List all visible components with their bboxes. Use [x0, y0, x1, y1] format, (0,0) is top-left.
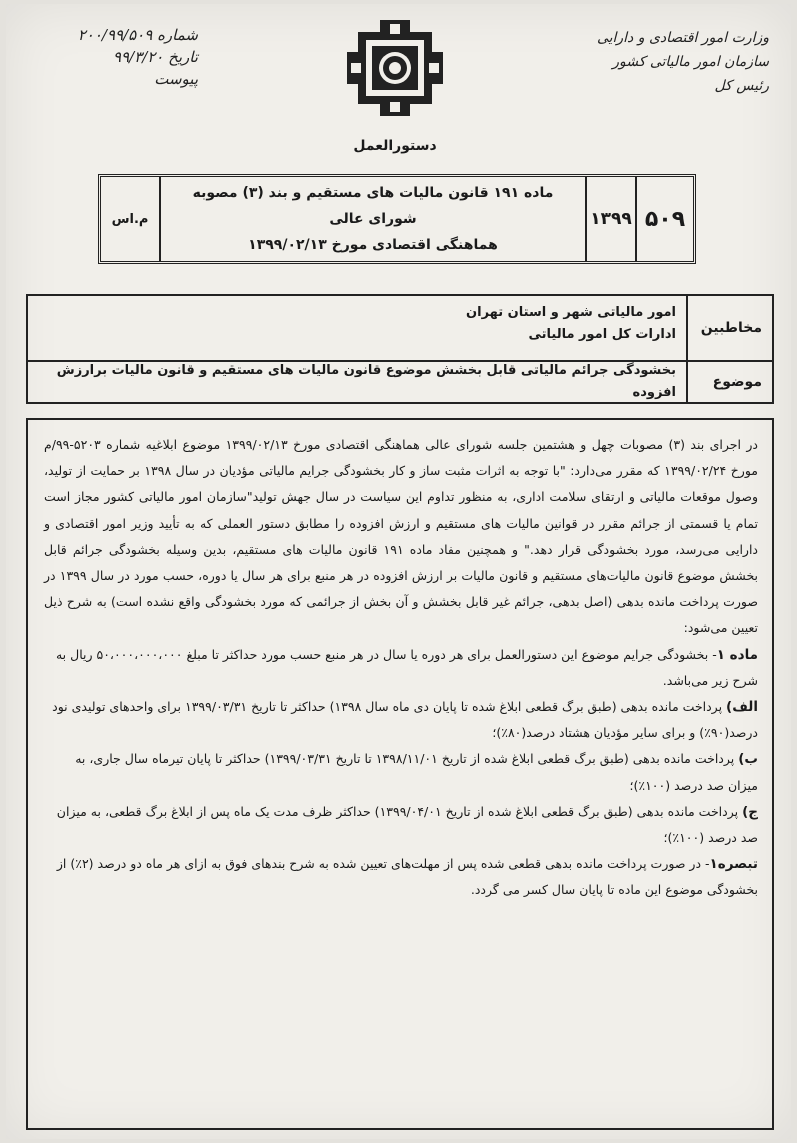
emblem-logo: [344, 18, 446, 118]
instruction-title: ماده ۱۹۱ قانون مالیات های مستقیم و بند (۳) مصوبه شورای عالی هماهنگی اقتصادی مورخ ۱۳۹۹/۰۲/۱۳: [159, 177, 585, 261]
instruction-number: ۵۰۹: [635, 177, 693, 261]
letter-attachment: پیوست: [154, 70, 198, 88]
organization-name: سازمان امور مالیاتی کشور: [612, 54, 769, 70]
letterhead-org: [559, 26, 769, 98]
clause-alef: الف) پرداخت مانده بدهی (طبق برگ قطعی ابلاغ شده تا پایان دی ماه سال ۱۳۹۸) حداکثر تا تاریخ ۱۳۹۹/۰۳/۳۱ برای واحدهای تولیدی نود درصد(۹۰٪) و برای سایر مؤدیان هشتاد درصد(۸۰٪)؛: [52, 699, 758, 741]
letter-meta: [28, 24, 198, 90]
recipients-label: مخاطبین: [686, 296, 772, 360]
subject-row: [28, 362, 772, 402]
intro-paragraph: در اجرای بند (۳) مصوبات چهل و هشتمین جلسه شورای عالی هماهنگی اقتصادی مورخ ۱۳۹۹/۰۲/۱۳ موضوع ابلاغیه شماره ۵۲۰۳-۹۹/م مورخ ۱۳۹۹/۰۲/۲۴ که مقرر می‌دارد: "با توجه به اثرات مثبت ساز و کار بخشودگی جرایم مالیاتی مؤدیان در سال ۱۳۹۸ بر حمایت از تولید، وصول موقعات مالیاتی و ارتقای سلامت اداری، به منظور تداوم این سیاست در سال جهش تولید"سازمان امور مالیاتی کشور مجاز است تمام یا قسمتی از جرائم مقرر در قوانین مالیات های مستقیم و ارزش افزوده را مطابق دستور العملی که به تأیید وزیر امور اقتصادی و دارایی می‌رسد، مورد بخشودگی قرار دهد." و همچنین مفاد ماده ۱۹۱ قانون مالیات های مستقیم، بدین وسیله بخشودگی جرائم قابل بخشش موضوع قانون مالیات‌های مستقیم و قانون مالیات بر ارزش افزوده در هر منبع برای هر سال یا دوره، حسب مورد در سال ۱۳۹۹ در صورت پرداخت مانده بدهی (اصل بدهی، جرائم غیر قابل بخشش و آن بخش از جرائمی که مورد بخشودگی واقع نشده است) به شرح ذیل تعیین می‌شود:: [44, 437, 758, 636]
instruction-year: ۱۳۹۹: [585, 177, 635, 261]
letter-number: شماره ۲۰۰/۹۹/۵۰۹: [77, 26, 198, 44]
letter-date: تاریخ ۹۹/۳/۲۰: [112, 48, 198, 66]
head-title: رئیس کل: [714, 78, 769, 94]
ministry-name: وزارت امور اقتصادی و دارایی: [596, 30, 769, 46]
doc-type-label: دستورالعمل: [353, 138, 437, 154]
note-1: تبصره۱- در صورت پرداخت مانده بدهی قطعی شده پس از مهلت‌های تعیین شده به شرح بندهای فوق به ازای هر ماه دو درصد (۲٪) از بخشودگی موضوع این ماده تا پایان سال کسر می گردد.: [56, 856, 758, 898]
document-page: [6, 4, 791, 1139]
title-table: [98, 174, 696, 264]
info-table: [26, 294, 774, 404]
instruction-code: م.اس: [111, 211, 149, 227]
subject-value: بخشودگی جرائم مالیاتی قابل بخشش موضوع قانون مالیات های مستقیم و قانون مالیات برارزش افزوده: [56, 363, 676, 400]
recipients-row: [28, 296, 772, 362]
recipients-value: امور مالیاتی شهر و استان تهران ادارات کل امور مالیاتی: [466, 305, 676, 342]
article-1: ماده ۱- بخشودگی جرایم موضوع این دستورالعمل برای هر دوره یا سال در هر منبع حسب مورد حداکثر تا مبلغ ۵۰،۰۰۰،۰۰۰،۰۰۰ ریال به شرح زیر می‌باشد.: [55, 646, 758, 688]
body-text: [26, 418, 774, 1130]
subject-label: موضوع: [686, 362, 772, 402]
clause-jim: ج) پرداخت مانده بدهی (طبق برگ قطعی ابلاغ شده از تاریخ ۱۳۹۹/۰۴/۰۱) حداکثر ظرف مدت یک ماه پس از ابلاغ برگ قطعی، به میزان صد درصد (۱۰۰٪)؛: [56, 803, 758, 846]
clause-be: ب) پرداخت مانده بدهی (طبق برگ قطعی ابلاغ شده از تاریخ ۱۳۹۸/۱۱/۰۱ تا تاریخ ۱۳۹۹/۰۳/۳۱) حداکثر تا پایان تیرماه سال جاری، به میزان صد درصد (۱۰۰٪)؛: [75, 751, 758, 793]
emblem-icon: [344, 18, 446, 118]
